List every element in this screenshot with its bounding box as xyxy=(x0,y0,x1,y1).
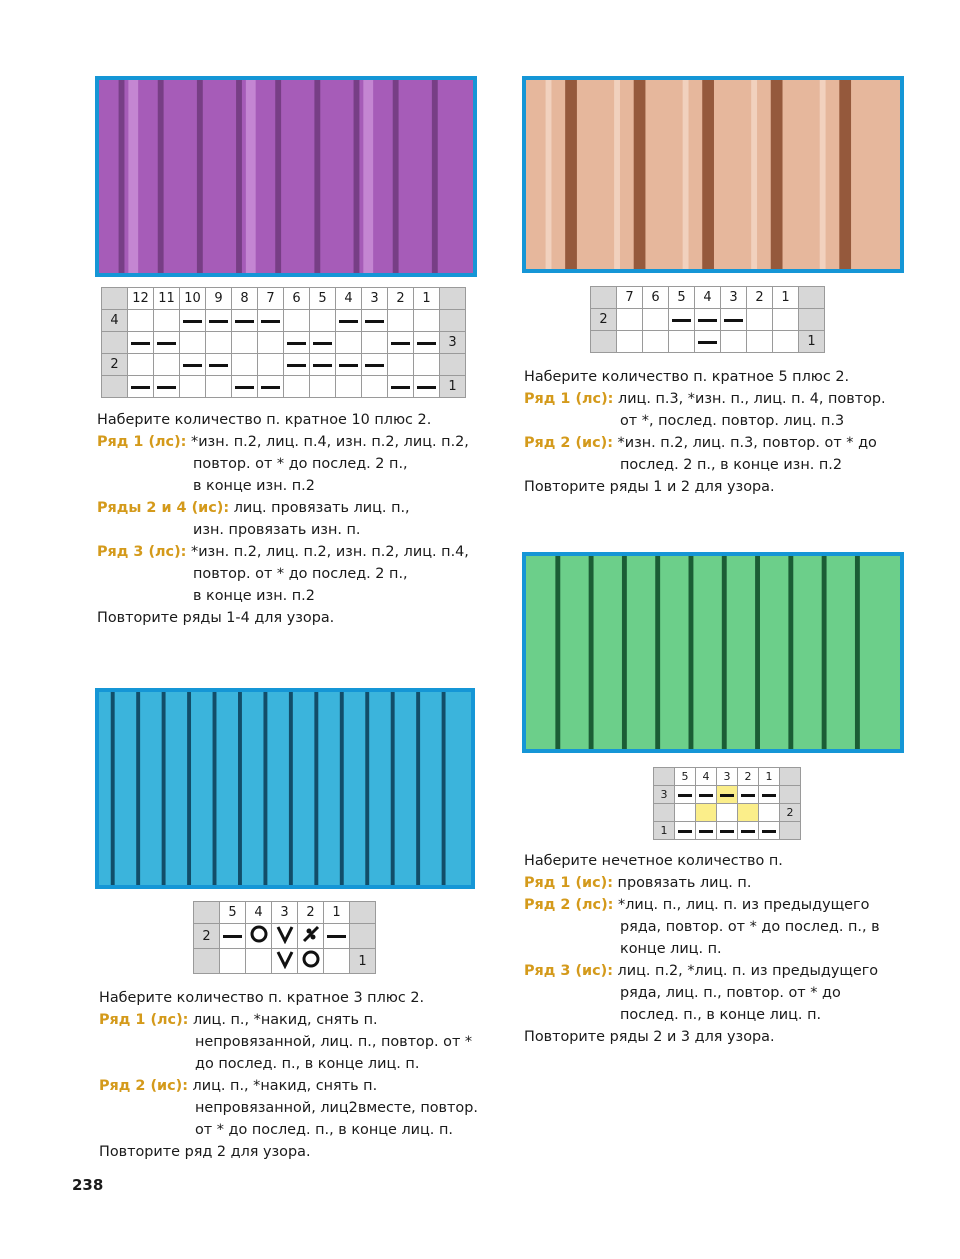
instruction-text: *лиц. п., лиц. п. из предыдущего xyxy=(618,897,870,913)
purple-rib-swatch xyxy=(95,76,477,277)
col-label: 5 xyxy=(220,902,246,924)
row-label: 2 xyxy=(591,309,617,331)
instruction-text: лиц. провязать лиц. п., xyxy=(233,500,410,516)
row-label: 4 xyxy=(102,310,128,332)
row-label: Ряд 1 (лс): xyxy=(524,391,614,407)
col-label: 7 xyxy=(258,288,284,310)
row-label xyxy=(440,354,466,376)
green-rib-swatch xyxy=(522,552,904,753)
pattern-4-instructions xyxy=(524,850,934,1048)
instruction-text: *изн. п.2, лиц. п.4, изн. п.2, лиц. п.2, xyxy=(191,434,469,450)
col-label: 4 xyxy=(336,288,362,310)
pattern-intro: Наберите нечетное количество п. xyxy=(524,853,783,869)
row-instruction xyxy=(524,872,934,894)
row-label: Ряд 1 (лс): xyxy=(99,1012,189,1028)
col-label: 2 xyxy=(298,902,324,924)
chart-1 xyxy=(101,287,466,398)
chart-row xyxy=(654,822,801,840)
col-label: 1 xyxy=(759,768,780,786)
col-label: 8 xyxy=(232,288,258,310)
col-label: 5 xyxy=(310,288,336,310)
instruction-text: лиц. п.3, *изн. п., лиц. п. 4, повтор. xyxy=(618,391,886,407)
instruction-text: повтор. от * до послед. 2 п., xyxy=(193,566,408,582)
row-instruction xyxy=(97,497,497,519)
pattern-outro: Повторите ряды 2 и 3 для узора. xyxy=(524,1029,775,1045)
chart-header xyxy=(102,288,466,310)
pattern-1-instructions xyxy=(97,409,497,629)
pattern-outro: Повторите ряды 1-4 для узора. xyxy=(97,610,335,626)
col-label: 1 xyxy=(324,902,350,924)
instruction-text: лиц. п.2, *лиц. п. из предыдущего xyxy=(617,963,879,979)
pattern-intro: Наберите количество п. кратное 5 плюс 2. xyxy=(524,369,850,385)
row-label: 1 xyxy=(350,949,376,974)
row-label: Ряд 2 (лс): xyxy=(524,897,614,913)
pattern-intro: Наберите количество п. кратное 10 плюс 2. xyxy=(97,412,432,428)
peach-brown-rib-swatch xyxy=(522,76,904,273)
instruction-text: *изн. п.2, лиц. п.2, изн. п.2, лиц. п.4, xyxy=(191,544,469,560)
instruction-text: от *, послед. повтор. лиц. п.3 xyxy=(620,413,845,429)
chart-header xyxy=(194,902,376,924)
chart-row xyxy=(591,331,825,353)
chart-row xyxy=(591,309,825,331)
instruction-text: изн. провязать изн. п. xyxy=(193,522,361,538)
chart-row xyxy=(654,804,801,822)
chart-3 xyxy=(193,901,376,974)
chart-row xyxy=(194,924,376,949)
instruction-text: в конце изн. п.2 xyxy=(193,478,315,494)
col-label: 2 xyxy=(388,288,414,310)
row-label xyxy=(654,804,675,822)
row-label: 2 xyxy=(780,804,801,822)
chart-corner xyxy=(440,288,466,310)
col-label: 6 xyxy=(284,288,310,310)
row-label: 1 xyxy=(440,376,466,398)
instruction-text: конце лиц. п. xyxy=(620,941,722,957)
instruction-text: ряда, повтор. от * до послед. п., в xyxy=(620,919,880,935)
row-instruction xyxy=(97,541,497,563)
pattern-intro: Наберите количество п. кратное 3 плюс 2. xyxy=(99,990,425,1006)
blue-brioche-swatch xyxy=(95,688,475,889)
col-label: 5 xyxy=(669,287,695,309)
row-label: Ряд 3 (ис): xyxy=(524,963,613,979)
row-label xyxy=(102,376,128,398)
row-instruction xyxy=(99,1009,499,1031)
yarn-over-symbol xyxy=(298,949,324,974)
col-label: 4 xyxy=(246,902,272,924)
chart-header xyxy=(591,287,825,309)
row-label xyxy=(350,924,376,949)
chart-row xyxy=(194,949,376,974)
row-label: 3 xyxy=(440,332,466,354)
chart-4 xyxy=(653,767,801,840)
instruction-text: от * до послед. п., в конце лиц. п. xyxy=(195,1122,453,1138)
col-label: 7 xyxy=(617,287,643,309)
row-label xyxy=(440,310,466,332)
row-label: Ряд 2 (ис): xyxy=(524,435,613,451)
instruction-text: *изн. п.2, лиц. п.3, повтор. от * до xyxy=(617,435,877,451)
chart-row xyxy=(102,310,466,332)
instruction-text: лиц. п., *накид, снять п. xyxy=(193,1012,378,1028)
row-label xyxy=(591,331,617,353)
row-instruction xyxy=(524,432,924,454)
row-label: 1 xyxy=(799,331,825,353)
row-instruction xyxy=(99,1075,499,1097)
instruction-text: ряда, лиц. п., повтор. от * до xyxy=(620,985,841,1001)
col-label: 12 xyxy=(128,288,154,310)
row-label xyxy=(780,786,801,804)
chart-corner xyxy=(799,287,825,309)
col-label: 4 xyxy=(696,768,717,786)
col-label: 11 xyxy=(154,288,180,310)
row-label xyxy=(780,822,801,840)
instruction-text: послед. п., в конце лиц. п. xyxy=(620,1007,822,1023)
chart-row xyxy=(102,376,466,398)
row-instruction xyxy=(524,388,924,410)
col-label: 3 xyxy=(272,902,298,924)
col-label: 3 xyxy=(721,287,747,309)
chart-corner xyxy=(591,287,617,309)
row-label: 1 xyxy=(654,822,675,840)
col-label: 2 xyxy=(738,768,759,786)
pattern-outro: Повторите ряды 1 и 2 для узора. xyxy=(524,479,775,495)
row-label: 2 xyxy=(194,924,220,949)
col-label: 6 xyxy=(643,287,669,309)
row-label: Ряды 2 и 4 (ис): xyxy=(97,500,230,516)
col-label: 1 xyxy=(773,287,799,309)
row-instruction xyxy=(97,431,497,453)
row-label: Ряд 2 (ис): xyxy=(99,1078,188,1094)
row-label xyxy=(102,332,128,354)
pattern-3-instructions xyxy=(99,987,499,1163)
chart-corner xyxy=(654,768,675,786)
col-label: 10 xyxy=(180,288,206,310)
row-instruction xyxy=(524,894,934,916)
chart-corner xyxy=(350,902,376,924)
row-label: 3 xyxy=(654,786,675,804)
instruction-text: повтор. от * до послед. 2 п., xyxy=(193,456,408,472)
chart-corner xyxy=(194,902,220,924)
row-label: 2 xyxy=(102,354,128,376)
pattern-outro: Повторите ряд 2 для узора. xyxy=(99,1144,311,1160)
chart-row xyxy=(102,354,466,376)
col-label: 5 xyxy=(675,768,696,786)
instruction-text: лиц. п., *накид, снять п. xyxy=(192,1078,378,1094)
row-label: Ряд 1 (лс): xyxy=(97,434,187,450)
row-label xyxy=(194,949,220,974)
slip-symbol xyxy=(272,949,298,974)
k2tog-symbol xyxy=(298,924,324,949)
page-number: 238 xyxy=(72,1176,104,1194)
row-label: Ряд 3 (лс): xyxy=(97,544,187,560)
instruction-text: непровязанной, лиц2вместе, повтор. xyxy=(195,1100,478,1116)
slip-symbol xyxy=(272,924,298,949)
pattern-2-instructions xyxy=(524,366,924,498)
chart-corner xyxy=(102,288,128,310)
instruction-text: непровязанной, лиц. п., повтор. от * xyxy=(195,1034,473,1050)
col-label: 9 xyxy=(206,288,232,310)
row-label: Ряд 1 (ис): xyxy=(524,875,613,891)
chart-row xyxy=(102,332,466,354)
instruction-text: в конце изн. п.2 xyxy=(193,588,315,604)
chart-header xyxy=(654,768,801,786)
col-label: 4 xyxy=(695,287,721,309)
row-label xyxy=(799,309,825,331)
col-label: 3 xyxy=(362,288,388,310)
chart-row xyxy=(654,786,801,804)
chart-2 xyxy=(590,286,825,353)
chart-corner xyxy=(780,768,801,786)
yarn-over-symbol xyxy=(246,924,272,949)
instruction-text: до послед. п., в конце лиц. п. xyxy=(195,1056,420,1072)
col-label: 3 xyxy=(717,768,738,786)
col-label: 1 xyxy=(414,288,440,310)
col-label: 2 xyxy=(747,287,773,309)
instruction-text: провязать лиц. п. xyxy=(617,875,752,891)
row-instruction xyxy=(524,960,934,982)
instruction-text: послед. 2 п., в конце изн. п.2 xyxy=(620,457,843,473)
